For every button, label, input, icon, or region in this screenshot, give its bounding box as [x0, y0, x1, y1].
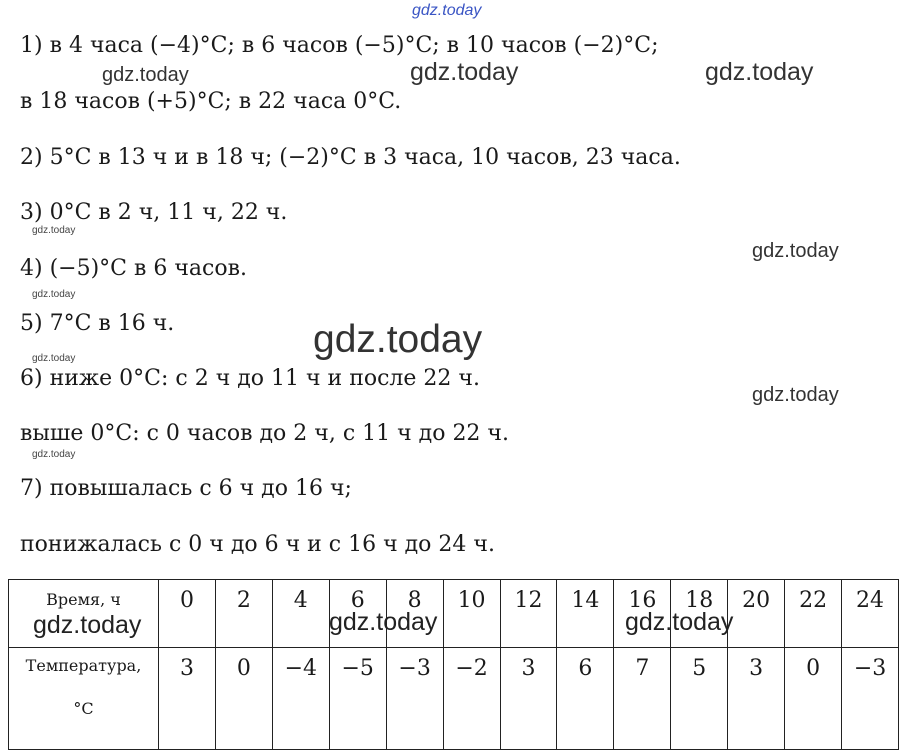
time-cell: 20 [728, 580, 785, 648]
temperature-cell: −3 [386, 648, 443, 750]
time-cell: 2 [215, 580, 272, 648]
temperature-cell: 3 [728, 648, 785, 750]
answer-line-6: 6) ниже 0°C: с 2 ч до 11 ч и после 22 ч. [20, 366, 480, 391]
watermark: gdz.today [329, 608, 438, 636]
time-cell: 0 [159, 580, 216, 648]
watermark-top: gdz.today [412, 2, 482, 19]
temperature-row [9, 648, 899, 750]
watermark: gdz.today [313, 318, 483, 361]
temperature-cell: 7 [614, 648, 671, 750]
time-cell: 12 [500, 580, 557, 648]
answer-line-5: 5) 7°C в 16 ч. [20, 311, 175, 336]
temperature-cell: 0 [215, 648, 272, 750]
watermark: gdz.today [33, 611, 142, 639]
temperature-cell: 5 [671, 648, 728, 750]
watermark: gdz.today [32, 353, 76, 364]
time-cell: 6 [329, 580, 386, 648]
watermark: gdz.today [752, 384, 839, 406]
time-cell: 10 [443, 580, 500, 648]
answer-line-3: 3) 0°C в 2 ч, 11 ч, 22 ч. [20, 200, 288, 225]
answer-line-1-cont: в 18 часов (+5)°C; в 22 часа 0°C. [20, 89, 402, 114]
temperature-cell: 3 [159, 648, 216, 750]
temperature-header: Температура, [25, 656, 142, 675]
watermark: gdz.today [625, 608, 734, 636]
watermark: gdz.today [410, 58, 519, 86]
watermark: gdz.today [32, 449, 76, 460]
temperature-cell: −5 [329, 648, 386, 750]
temperature-table [8, 579, 899, 750]
answer-line-7-cont: понижалась с 0 ч до 6 ч и с 16 ч до 24 ч. [20, 532, 495, 557]
time-cell: 16 [614, 580, 671, 648]
temperature-unit: °C [73, 699, 94, 718]
temperature-header-cell [9, 648, 159, 750]
answer-line-6-cont: выше 0°C: с 0 часов до 2 ч, с 11 ч до 22 ч. [20, 421, 509, 446]
time-cell: 4 [272, 580, 329, 648]
temperature-cell: 0 [785, 648, 842, 750]
answer-line-2: 2) 5°C в 13 ч и в 18 ч; (−2)°C в 3 часа, 10 часов, 23 часа. [20, 145, 681, 170]
time-cell: 24 [842, 580, 899, 648]
temperature-cell: −2 [443, 648, 500, 750]
time-cell: 22 [785, 580, 842, 648]
watermark: gdz.today [32, 225, 76, 236]
answer-line-7: 7) повышалась с 6 ч до 16 ч; [20, 476, 352, 501]
watermark: gdz.today [705, 58, 814, 86]
time-cell: 8 [386, 580, 443, 648]
time-cell: 14 [557, 580, 614, 648]
time-cell: 18 [671, 580, 728, 648]
temperature-cell: 3 [500, 648, 557, 750]
answer-line-4: 4) (−5)°C в 6 часов. [20, 256, 247, 281]
temperature-cell: −4 [272, 648, 329, 750]
temperature-cell: −3 [842, 648, 899, 750]
time-header: Время, ч [9, 580, 159, 648]
answer-line-1: 1) в 4 часа (−4)°C; в 6 часов (−5)°C; в 10 часов (−2)°C; [20, 33, 659, 58]
watermark: gdz.today [752, 240, 839, 262]
time-row [9, 580, 899, 648]
watermark: gdz.today [32, 289, 76, 300]
watermark: gdz.today [102, 64, 189, 86]
temperature-cell: 6 [557, 648, 614, 750]
